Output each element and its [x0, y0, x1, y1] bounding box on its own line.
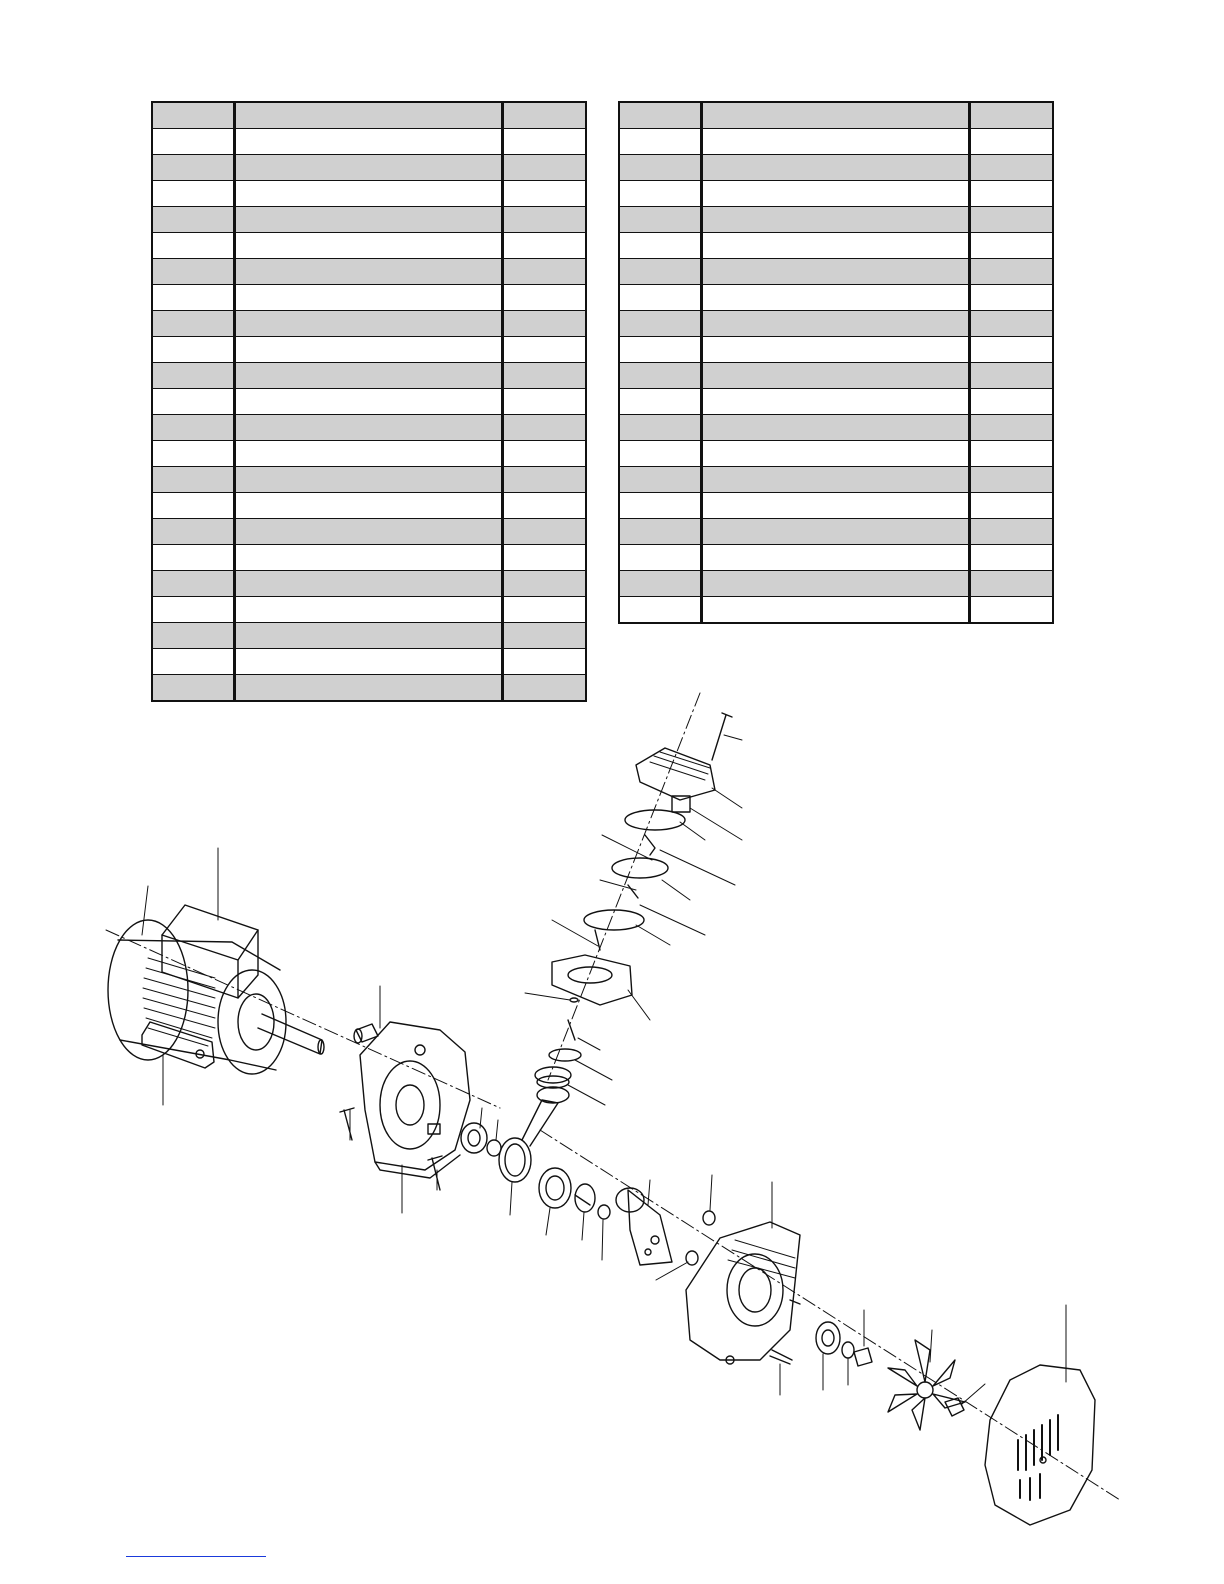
- table-row: [152, 129, 586, 155]
- table-cell: [619, 259, 701, 285]
- table-cell: [969, 389, 1053, 415]
- table-cell: [152, 597, 234, 623]
- table-row: [152, 259, 586, 285]
- table-cell: [234, 259, 502, 285]
- table-cell: [969, 337, 1053, 363]
- motor-shaft: [258, 1014, 324, 1054]
- table-cell: [701, 415, 969, 441]
- table-cell: [502, 545, 586, 571]
- table-row: [152, 415, 586, 441]
- table-row: [152, 155, 586, 181]
- table-row: [152, 467, 586, 493]
- table-row: [619, 389, 1053, 415]
- table-cell: [969, 285, 1053, 311]
- counterweight: [616, 1188, 672, 1265]
- bearing-left: [461, 1123, 487, 1153]
- table-cell: [502, 285, 586, 311]
- table-cell: [152, 207, 234, 233]
- table-cell: [969, 207, 1053, 233]
- table-cell: [234, 311, 502, 337]
- table-cell: [701, 597, 969, 624]
- table-row: [152, 233, 586, 259]
- table-cell: [701, 493, 969, 519]
- table-row: [619, 493, 1053, 519]
- exploded-view-diagram: [0, 660, 1224, 1584]
- table-row: [619, 102, 1053, 129]
- table-cell: [619, 285, 701, 311]
- table-cell: [502, 519, 586, 545]
- table-cell: [619, 415, 701, 441]
- table-row: [619, 129, 1053, 155]
- table-cell: [969, 597, 1053, 624]
- parts-table-right: [618, 101, 1054, 624]
- table-cell: [234, 337, 502, 363]
- table-cell: [701, 181, 969, 207]
- ring-small: [487, 1140, 501, 1156]
- table-row: [152, 571, 586, 597]
- table-cell: [969, 441, 1053, 467]
- table-row: [619, 285, 1053, 311]
- washer-and-nut: [842, 1342, 872, 1366]
- table-cell: [502, 311, 586, 337]
- table-cell: [619, 155, 701, 181]
- table-row: [619, 519, 1053, 545]
- table-row: [152, 493, 586, 519]
- table-row: [619, 207, 1053, 233]
- table-row: [619, 571, 1053, 597]
- table-cell: [969, 102, 1053, 129]
- table-cell: [701, 311, 969, 337]
- table-cell: [502, 415, 586, 441]
- table-cell: [969, 467, 1053, 493]
- table-cell: [969, 129, 1053, 155]
- table-cell: [701, 441, 969, 467]
- table-cell: [234, 545, 502, 571]
- table-row: [619, 545, 1053, 571]
- table-cell: [234, 467, 502, 493]
- table-cell: [152, 519, 234, 545]
- table-cell: [152, 155, 234, 181]
- table-row: [619, 337, 1053, 363]
- table-cell: [152, 389, 234, 415]
- table-cell: [234, 181, 502, 207]
- table-cell: [502, 233, 586, 259]
- table-cell: [234, 415, 502, 441]
- table-cell: [619, 389, 701, 415]
- table-cell: [152, 129, 234, 155]
- table-cell: [152, 233, 234, 259]
- table-cell: [701, 233, 969, 259]
- table-cell: [502, 259, 586, 285]
- table-cell: [619, 207, 701, 233]
- table-cell: [152, 259, 234, 285]
- table-cell: [969, 311, 1053, 337]
- table-cell: [619, 519, 701, 545]
- table-cell: [234, 389, 502, 415]
- center-axis-lines: [106, 693, 1120, 1500]
- table-cell: [619, 441, 701, 467]
- table-cell: [701, 389, 969, 415]
- table-cell: [969, 493, 1053, 519]
- bearing-right: [816, 1322, 840, 1354]
- table-cell: [152, 415, 234, 441]
- parts-table-right-body: [619, 102, 1053, 623]
- table-cell: [234, 519, 502, 545]
- table-cell: [152, 311, 234, 337]
- table-cell: [152, 102, 234, 129]
- table-cell: [619, 597, 701, 624]
- table-cell: [701, 337, 969, 363]
- table-cell: [152, 181, 234, 207]
- table-cell: [701, 155, 969, 181]
- table-cell: [502, 571, 586, 597]
- table-cell: [619, 337, 701, 363]
- table-cell: [701, 207, 969, 233]
- table-cell: [152, 571, 234, 597]
- large-bearing: [539, 1168, 571, 1208]
- table-cell: [502, 623, 586, 649]
- table-cell: [234, 493, 502, 519]
- table-cell: [234, 102, 502, 129]
- table-cell: [969, 181, 1053, 207]
- table-cell: [619, 233, 701, 259]
- table-row: [619, 259, 1053, 285]
- table-cell: [619, 181, 701, 207]
- table-cell: [502, 337, 586, 363]
- motor-illustration: [108, 905, 324, 1074]
- table-row: [152, 441, 586, 467]
- table-cell: [701, 259, 969, 285]
- table-cell: [502, 129, 586, 155]
- washer-right: [598, 1205, 610, 1219]
- table-row: [619, 155, 1053, 181]
- table-cell: [701, 102, 969, 129]
- table-cell: [502, 207, 586, 233]
- fan-illustration: [888, 1340, 965, 1430]
- cylinder-body: [552, 930, 632, 1005]
- table-cell: [502, 363, 586, 389]
- table-cell: [234, 623, 502, 649]
- table-row: [619, 363, 1053, 389]
- table-cell: [502, 467, 586, 493]
- fan-guard: [985, 1365, 1095, 1525]
- table-cell: [502, 597, 586, 623]
- table-cell: [234, 285, 502, 311]
- table-row: [619, 467, 1053, 493]
- table-row: [152, 337, 586, 363]
- table-cell: [619, 493, 701, 519]
- table-cell: [619, 102, 701, 129]
- crankcase-right-illustration: [686, 1222, 800, 1364]
- table-cell: [969, 233, 1053, 259]
- table-cell: [152, 363, 234, 389]
- table-cell: [502, 441, 586, 467]
- table-cell: [502, 102, 586, 129]
- table-row: [619, 441, 1053, 467]
- table-row: [152, 597, 586, 623]
- table-cell: [619, 571, 701, 597]
- small-rings: [686, 1211, 715, 1265]
- table-cell: [969, 519, 1053, 545]
- table-cell: [969, 363, 1053, 389]
- table-cell: [234, 129, 502, 155]
- table-cell: [234, 233, 502, 259]
- table-cell: [969, 415, 1053, 441]
- table-cell: [152, 545, 234, 571]
- table-row: [619, 597, 1053, 624]
- table-cell: [701, 519, 969, 545]
- table-row: [619, 181, 1053, 207]
- footer-link-underline: [126, 1556, 266, 1557]
- table-cell: [619, 467, 701, 493]
- table-row: [152, 207, 586, 233]
- table-row: [152, 102, 586, 129]
- table-row: [152, 545, 586, 571]
- table-cell: [502, 155, 586, 181]
- table-row: [152, 363, 586, 389]
- table-row: [152, 519, 586, 545]
- table-row: [152, 389, 586, 415]
- table-cell: [619, 311, 701, 337]
- table-cell: [502, 181, 586, 207]
- table-row: [152, 181, 586, 207]
- table-row: [619, 415, 1053, 441]
- parts-table-left-body: [152, 102, 586, 701]
- table-cell: [619, 129, 701, 155]
- table-cell: [619, 363, 701, 389]
- crankcase-left-illustration: [360, 1022, 470, 1178]
- table-cell: [502, 493, 586, 519]
- table-cell: [969, 155, 1053, 181]
- table-cell: [234, 571, 502, 597]
- table-cell: [701, 363, 969, 389]
- table-cell: [234, 155, 502, 181]
- table-cell: [701, 571, 969, 597]
- table-cell: [152, 467, 234, 493]
- motor-terminal-box: [162, 905, 258, 998]
- table-cell: [969, 545, 1053, 571]
- table-cell: [234, 597, 502, 623]
- table-cell: [152, 623, 234, 649]
- table-cell: [701, 129, 969, 155]
- dowel-pin: [770, 1350, 792, 1364]
- parts-table-left: [151, 101, 587, 702]
- valve-plate-gaskets: [584, 810, 685, 930]
- table-cell: [152, 441, 234, 467]
- table-cell: [234, 441, 502, 467]
- table-row: [152, 311, 586, 337]
- table-cell: [969, 259, 1053, 285]
- table-cell: [701, 545, 969, 571]
- table-row: [152, 285, 586, 311]
- table-cell: [152, 285, 234, 311]
- table-row: [619, 233, 1053, 259]
- table-cell: [234, 363, 502, 389]
- table-cell: [969, 571, 1053, 597]
- table-cell: [152, 493, 234, 519]
- table-cell: [701, 467, 969, 493]
- table-cell: [502, 389, 586, 415]
- piston-parts: [535, 998, 581, 1088]
- table-cell: [701, 285, 969, 311]
- eccentric-bushing: [575, 1184, 595, 1212]
- table-cell: [619, 545, 701, 571]
- table-row: [152, 623, 586, 649]
- leader-lines: [142, 735, 1066, 1404]
- table-cell: [234, 207, 502, 233]
- cylinder-head: [636, 748, 715, 812]
- table-row: [619, 311, 1053, 337]
- table-cell: [152, 337, 234, 363]
